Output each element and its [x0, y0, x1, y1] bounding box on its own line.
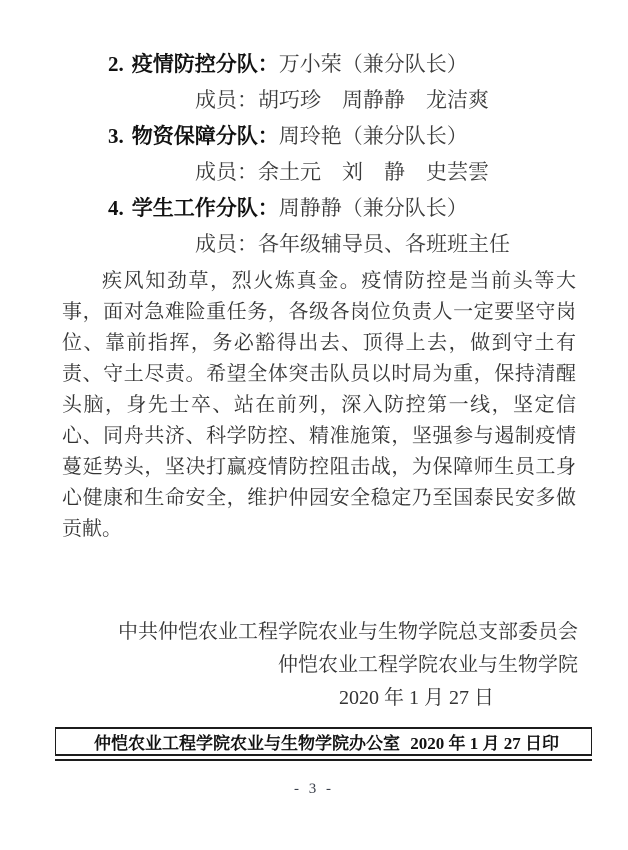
- team-item-3: [62, 118, 582, 190]
- team-leader: 周玲艳（兼分队长）: [278, 124, 468, 148]
- team-item-2: [62, 46, 582, 118]
- team-heading-line: [62, 46, 582, 82]
- body-paragraph: 疾风知劲草，烈火炼真金。疫情防控是当前头等大事，面对急难险重任务，各级各岗位负责人一定要坚守岗位、靠前指挥，务必豁得出去、顶得上去，做到守土有责、守土尽责。希望全体突击队员以时局为重，保持清醒头脑，身先士卒、站在前列，深入防控第一线，坚定信心、同舟共济、科学防控、精准施策，坚强参与遏制疫情蔓延势头，坚决打赢疫情防控阻击战，为保障师生员工身心健康和生命安全，维护仲园安全稳定乃至国泰民安多做贡献。: [62, 270, 576, 540]
- team-index: 2.: [108, 52, 124, 76]
- signature-college: 仲恺农业工程学院农业与生物学院: [278, 654, 578, 676]
- team-title: 疫情防控分队：: [131, 52, 279, 76]
- issuing-office: 仲恺农业工程学院农业与生物学院办公室: [94, 734, 400, 753]
- team-leader: 万小荣（兼分队长）: [278, 52, 468, 76]
- team-title: 物资保障分队：: [131, 124, 279, 148]
- team-index: 4.: [108, 196, 124, 220]
- team-item-4: [62, 190, 582, 262]
- team-members: 成员：各年级辅导员、各班班主任: [195, 232, 510, 256]
- signature-committee: 中共仲恺农业工程学院农业与生物学院总支部委员会: [118, 621, 578, 643]
- footer-rule: [55, 759, 592, 761]
- team-leader: 周静静（兼分队长）: [278, 196, 468, 220]
- team-index: 3.: [108, 124, 124, 148]
- team-list: [62, 46, 582, 262]
- team-members: 成员：胡巧珍 周静静 龙洁爽: [195, 88, 489, 112]
- team-heading-line: [62, 118, 582, 154]
- team-title: 学生工作分队：: [131, 196, 279, 220]
- issuing-office-box: [55, 727, 592, 756]
- signature-block: [118, 616, 578, 715]
- team-members: 成员：余土元 刘 静 史芸雲: [195, 160, 489, 184]
- team-heading-line: [62, 190, 582, 226]
- print-date: 2020 年 1 月 27 日印: [410, 734, 559, 753]
- page-number: - 3 -: [294, 781, 334, 797]
- signature-date: 2020 年 1 月 27 日: [339, 687, 494, 709]
